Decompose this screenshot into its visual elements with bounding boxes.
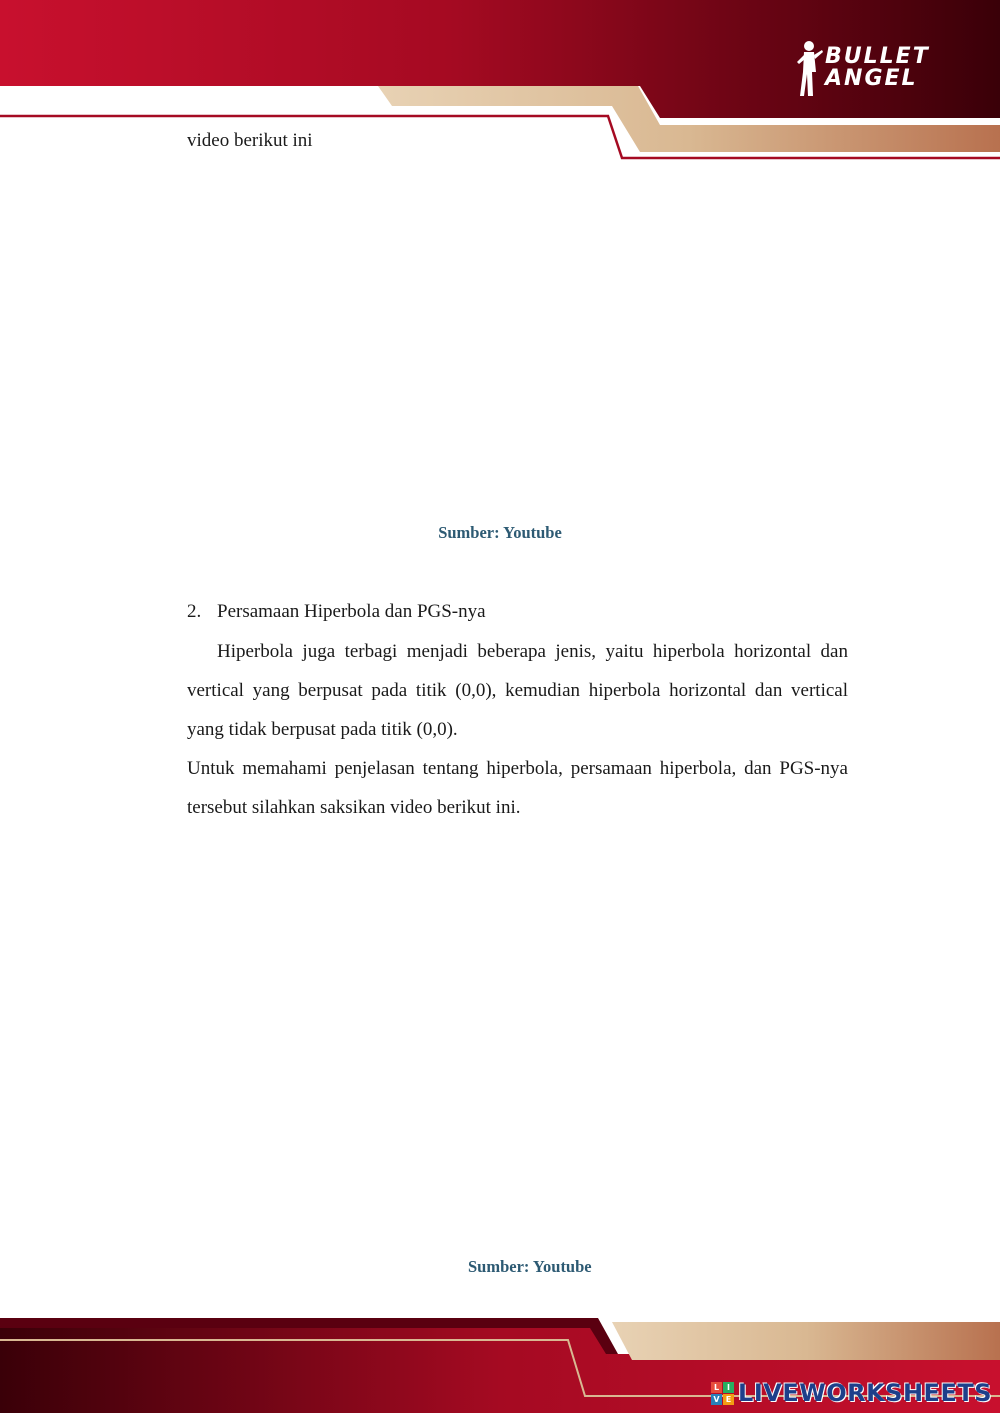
angel-figure-icon: [795, 38, 823, 100]
watermark-text: LIVEWORKSHEETS: [738, 1379, 992, 1407]
bullet-angel-logo: [795, 38, 945, 100]
badge-letter: L: [711, 1382, 722, 1393]
page-header-banner: [0, 0, 1000, 170]
logo-text-line1: BULLET: [825, 44, 930, 69]
section-heading: [187, 592, 486, 631]
intro-text: video berikut ini: [187, 130, 313, 151]
logo-text-line2: ANGEL: [825, 66, 918, 91]
liveworksheets-watermark: [711, 1378, 992, 1408]
badge-letter: I: [723, 1382, 734, 1393]
section-body: [187, 632, 848, 827]
section-number: 2.: [187, 601, 202, 622]
source-caption-1: Sumber: Youtube: [438, 523, 562, 542]
badge-letter: V: [711, 1394, 722, 1405]
live-badge-icon: [711, 1382, 734, 1405]
badge-letter: E: [723, 1394, 734, 1405]
section-title: Persamaan Hiperbola dan PGS-nya: [217, 601, 486, 622]
paragraph-1: Hiperbola juga terbagi menjadi beberapa jenis, yaitu hiperbola horizontal dan vertical yang berpusat pada titik (0,0), kemudian hiperbola horizontal dan vertical yang tidak berpusat pada titik (0,0).: [187, 641, 848, 740]
source-caption-2: Sumber: Youtube: [468, 1257, 592, 1276]
paragraph-2: Untuk memahami penjelasan tentang hiperbola, persamaan hiperbola, dan PGS-nya tersebut silahkan saksikan video berikut ini.: [187, 758, 848, 818]
